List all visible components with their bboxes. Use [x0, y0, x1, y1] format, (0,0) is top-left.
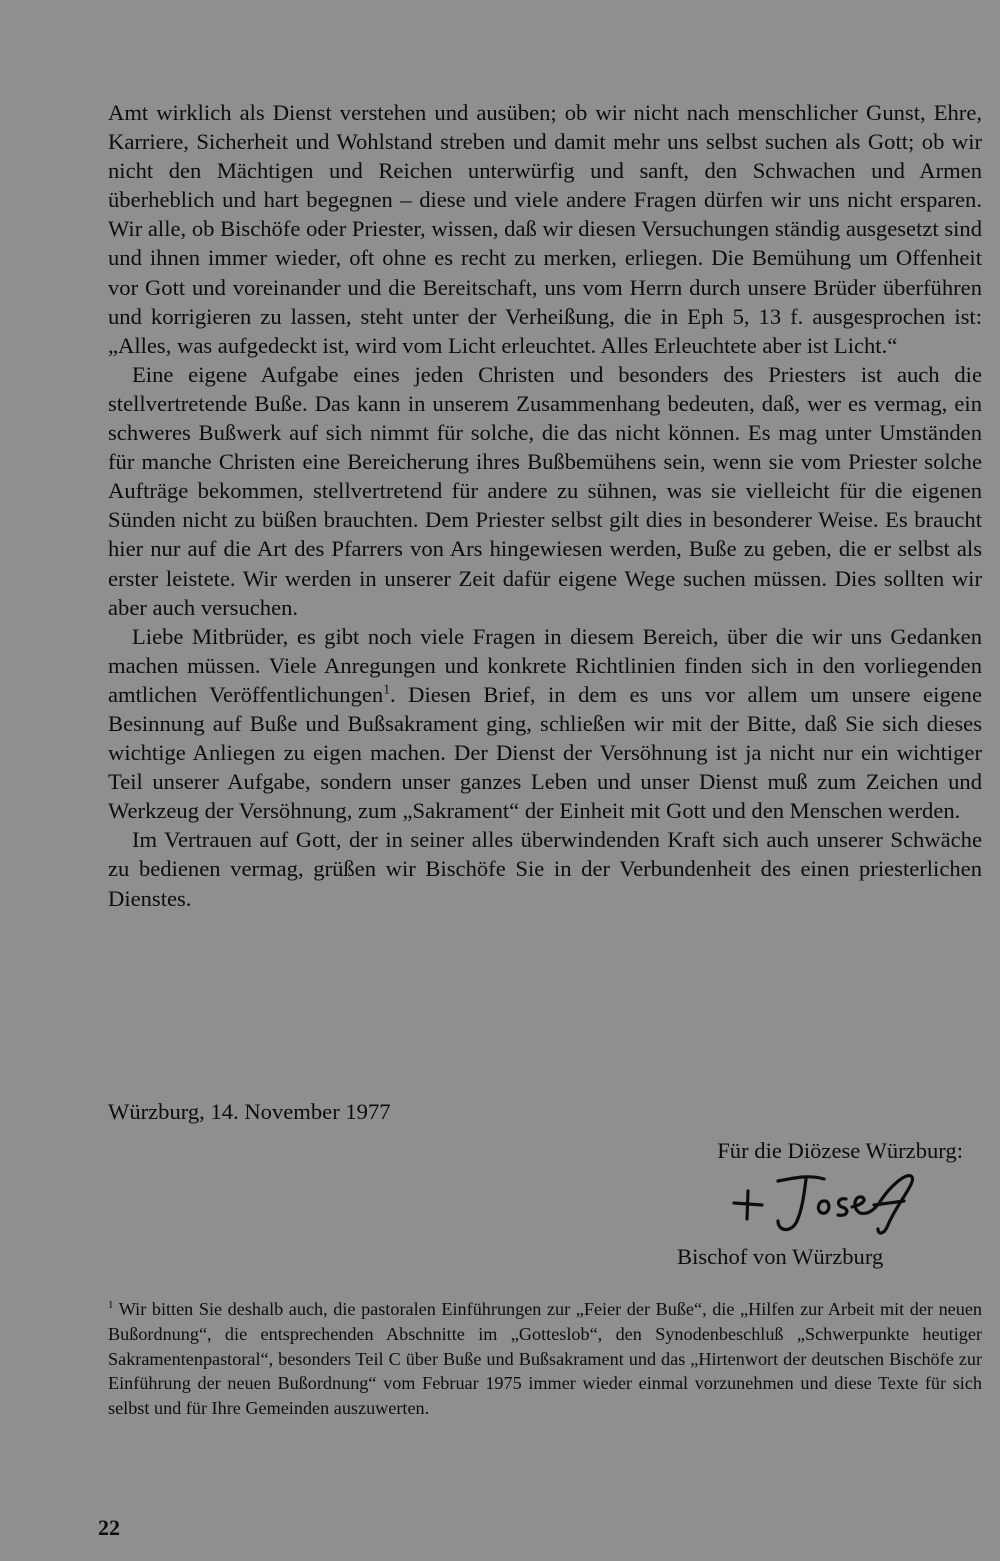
letter-body: [108, 98, 982, 913]
bishop-title: Bischof von Würzburg: [677, 1244, 884, 1269]
footnote-reference: 1: [383, 681, 390, 697]
paragraph-1: Amt wirklich als Dienst verstehen und ausüben; ob wir nicht nach menschlicher Gunst, Ehre, Karriere, Sicherheit und Wohlstand streben und damit mehr uns selbst suchen als Gott; ob wir nicht den Mächtigen und Reichen unterwürfig und sanft, den Schwachen und Armen überheblich und hart begegnen – diese und viele andere Fragen dürfen wir uns nicht ersparen. Wir alle, ob Bischöfe oder Priester, wissen, daß wir diesen Versuchungen ständig ausgesetzt sind und ihnen immer wieder, oft ohne es recht zu merken, erliegen. Die Bemühung um Offenheit vor Gott und voreinander und die Bereitschaft, uns vom Herrn durch unsere Brüder überführen und korrigieren zu lassen, steht unter der Verheißung, die in Eph 5, 13 f. ausgesprochen ist: „Alles, was aufgedeckt ist, wird vom Licht erleuchtet. Alles Erleuchtete aber ist Licht.“: [108, 100, 982, 358]
paragraph-3: [108, 622, 982, 826]
paragraph-4: Im Vertrauen auf Gott, der in seiner alles überwindenden Kraft sich auch unserer Schwäche zu bedienen vermag, grüßen wir Bischöfe Sie in der Verbundenheit des einen priesterlichen Dienstes.: [108, 827, 982, 911]
paragraph-2: Eine eigene Aufgabe eines jeden Christen und besonders des Priesters ist auch die stellvertretende Buße. Das kann in unserem Zusammenhang bedeuten, daß, wer es vermag, ein schweres Bußwerk auf sich nimmt für solche, die das nicht können. Es mag unter Umständen für manche Christen eine Bereicherung ihres Bußbemühens sein, wenn sie vom Priester solche Aufträge bekommen, stellvertretend für andere zu sühnen, was sie vielleicht für die eigenen Sünden nicht zu büßen brauchten. Dem Priester selbst gilt dies in besonderer Weise. Es braucht hier nur auf die Art des Pfarrers von Ars hingewiesen werden, Buße zu geben, die er selbst als erster leistete. Wir werden in unserer Zeit dafür eigene Wege suchen müssen. Dies sollten wir aber auch versuchen.: [108, 361, 982, 620]
place-and-date: Würzburg, 14. November 1977: [108, 1099, 391, 1124]
footnote-paragraph: [108, 1297, 982, 1421]
footnote-marker: 1: [108, 1298, 114, 1311]
footnote: [108, 1297, 982, 1421]
paragraph-3-rest: . Diesen Brief, in dem es uns vor allem um unsere eigene Besinnung auf Buße und Bußsakrament ging, schließen wir mit der Bitte, daß Sie sich dieses wichtige Anliegen zu eigen machen. Der Dienst der Versöhnung ist ja nicht nur ein wichtiger Teil unserer Aufgabe, sondern unser ganzes Leben und unser Dienst muß zum Zeichen und Werkzeug der Versöhnung, zum „Sakrament“ der Einheit mit Gott und den Menschen werden.: [108, 681, 982, 824]
bishop-signature: [728, 1165, 918, 1237]
paragraph-3-start: Liebe Mitbrüder, es gibt noch viele Fragen in diesem Bereich, über die wir uns Gedanken machen müssen. Viele Anregungen und konkrete Richtlinien finden sich in den vorliegenden amtlichen Veröffentlichungen: [108, 623, 982, 707]
footnote-text: Wir bitten Sie deshalb auch, die pastoralen Einführungen zur „Feier der Buße“, die „Hilfen zur Arbeit mit der neuen Bußordnung“, die entsprechenden Abschnitte im „Gotteslob“, den Synodenbeschluß „Schwerpunkte heutiger Sakramentenpastoral“, besonders Teil C über Buße und Bußsakrament und das „Hirtenwort der deutschen Bischöfe zur Einführung der neuen Bußordnung“ vom Februar 1975 immer wieder einmal vorzunehmen und diese Texte für sich selbst und für Ihre Gemeinden auszuwerten.: [108, 1299, 983, 1419]
page-number: 22: [98, 1515, 120, 1540]
diocese-line: Für die Diözese Würzburg:: [717, 1138, 963, 1163]
